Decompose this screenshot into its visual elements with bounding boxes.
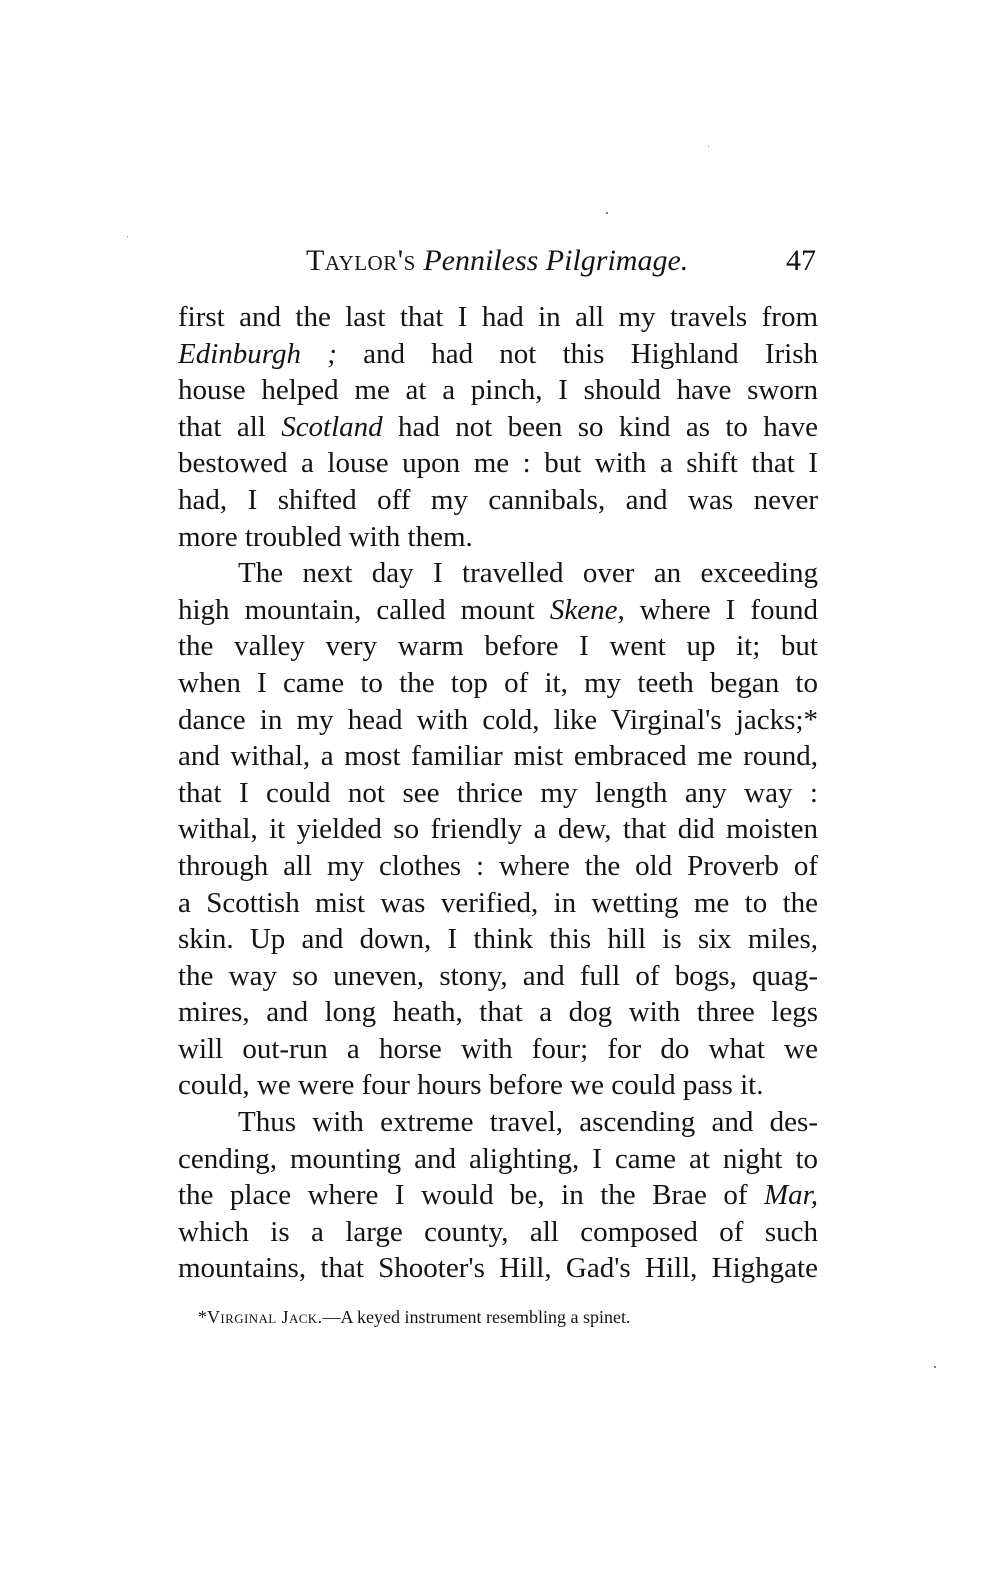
print-speck <box>127 236 128 237</box>
text-line: more troubled with them. <box>178 520 473 553</box>
text-line: Thus with extreme travel, ascending and des- <box>238 1106 818 1139</box>
place-name: Mar, <box>764 1179 818 1212</box>
running-head-author: Taylor's <box>306 244 416 277</box>
print-speck <box>708 146 709 147</box>
running-head-title: Penniless Pilgrimage. <box>423 244 689 277</box>
text-line: had, I shifted off my cannibals, and was never <box>178 483 818 516</box>
running-title <box>306 238 688 284</box>
text-line: mires, and long heath, that a dog with three legs <box>178 996 818 1029</box>
text-line: withal, it yielded so friendly a dew, that did moisten <box>178 813 818 846</box>
text-line: that all Scotland had not been so kind as to have <box>178 410 818 443</box>
text-line: first and the last that I had in all my travels from <box>178 301 818 333</box>
text-line: that I could not see thrice my length any way : <box>178 776 818 809</box>
text-line: when I came to the top of it, my teeth began to <box>178 666 818 699</box>
text-line: will out-run a horse with four; for do what we <box>178 1032 818 1065</box>
place-name: Skene, <box>549 593 625 626</box>
body-text <box>178 299 818 1287</box>
text-line: cending, mounting and alighting, I came at night to <box>178 1142 818 1175</box>
page-number: 47 <box>786 244 816 277</box>
text-line: skin. Up and down, I think this hill is six miles, <box>178 923 818 956</box>
place-name: Scotland <box>281 410 383 443</box>
text-line: the valley very warm before I went up it; but <box>178 630 818 663</box>
footnote-term: Virginal Jack. <box>207 1307 323 1327</box>
text-line: mountains, that Shooter's Hill, Gad's Hill, Highgate <box>178 1252 818 1285</box>
running-head <box>178 238 820 284</box>
text-line: dance in my head with cold, like Virginal's jacks;* <box>178 703 818 736</box>
text-line: bestowed a louse upon me : but with a shift that I <box>178 447 818 480</box>
text-line: high mountain, called mount Skene, where I found <box>178 593 818 626</box>
footnote-definition: —A keyed instrument resembling a spinet. <box>322 1307 631 1327</box>
text-line: and withal, a most familiar mist embraced me round, <box>178 740 818 773</box>
footnote-marker: * <box>198 1307 207 1327</box>
footnote <box>198 1304 758 1330</box>
text-line: a Scottish mist was verified, in wetting me to the <box>178 886 818 919</box>
print-speck <box>606 212 608 214</box>
text-line: The next day I travelled over an exceeding <box>238 557 818 590</box>
text-line: could, we were four hours before we could pass it. <box>178 1069 764 1102</box>
text-line: house helped me at a pinch, I should have sworn <box>178 374 818 407</box>
place-name: Edinburgh ; <box>178 337 337 370</box>
text-line: which is a large county, all composed of such <box>178 1215 818 1248</box>
text-line: the place where I would be, in the Brae of Mar, <box>178 1179 818 1212</box>
text-line: the way so uneven, stony, and full of bogs, quag- <box>178 959 818 992</box>
text-line: Edinburgh ; and had not this Highland Irish <box>178 337 819 370</box>
text-line: through all my clothes : where the old Proverb of <box>178 849 818 882</box>
print-speck <box>934 1366 936 1368</box>
